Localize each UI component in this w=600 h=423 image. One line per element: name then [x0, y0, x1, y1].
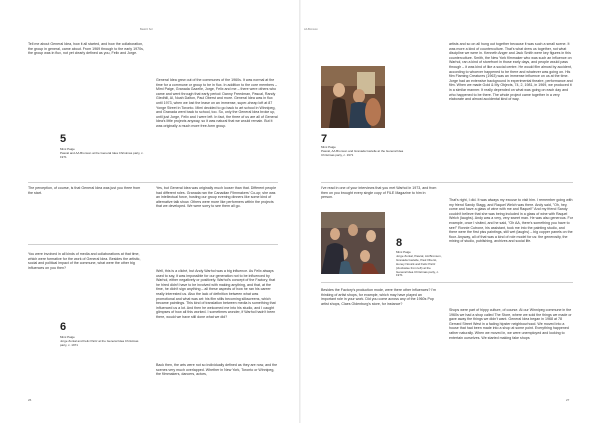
- folio-left: 26: [28, 398, 32, 402]
- answer-block-2: Yes, but General Idea was originally much looser than that. Different people had different roles. Granada ran the Canadian Filmmakers' Co-op; she was an intellectual force, hosting our group evening dinners like some kind of alternative talk show. Others were more like performers within the projects that we developed. We were sorry to see them all go.: [156, 186, 277, 209]
- figure-7-number: 7: [321, 133, 328, 145]
- row-divider-right-2: [321, 282, 573, 283]
- question-right-1: I've read in one of your interviews that you met Warhol in 1973, and from then on you brought every single copy of FILE Magazine to him in person.: [321, 186, 437, 200]
- figure-5-caption: Mimi Paige Pascal and AA Bronson at the General Idea Christmas party, c. 1971: [60, 147, 144, 159]
- figure-8-caption: Mimi Paige Jorge Zontal, Pascal, AA Bronson, Granada Gazelle, Paul Oberst, Honey Novick and Felix Partz (clockwise from left) at the General Idea Christmas party, c. 1971: [396, 250, 442, 278]
- answer-block-3: Well, this is a cliché, but Andy Warhol was a big influence. As Felix always used to say, it was impossible for our generation not to be influenced by Warhol, either negatively or positively. Warhol's concept of the Factory, that he hired didn't have to be involved with making anything, and that, at the time, he didn't sign anything – all these aspects of how he ran his career really interested us. Also the lack of definition between what was promotional and what was art: his film stills becoming silkscreens, which became paintings. This kind of translation between media is something that influenced us a lot. And then he welcomed me into his studio, and I caught glimpses of how all this worked. I sometimes wonder, if Warhol hadn't been there, would we have still done what we did?: [156, 269, 276, 319]
- answer-block-1: General Idea grew out of the communes of the 1960s. It was normal at the time for a commune or group to be in flux. In addition to the core members – Mimi Paige, Granada Gazelle, Jorge, Felix and me – there were others who came and went through that early period: Danny Freedman, Pascal, Randy Gledhill, Al, Noah Dalton, Paul Oberst and more. General Idea was in flux until 1973, when we lost the lease on an immense, super-cheap loft at 87 Yonge Street in Toronto. Mimi decided to go back to art school in Winnipeg, and Granada went back to school, too. So, only the General Idea broke up, until just Jorge, Felix and I were left. In fact, the three of us are all of General Idea's little projects anyway, so it was natural that we would remain. But it was originally a much more free-form group.: [156, 78, 278, 128]
- row-divider-left-1: [28, 182, 278, 183]
- answer-block-right-1: artists and so on all hung out together because it was such a small scene. It was more a kind of counterculture. That's what drew us together, not what discipline we were in.: [449, 42, 570, 56]
- running-head-left: Beatriz Sol: [140, 28, 153, 31]
- answer-block-right-2: Kenneth Anger and Jack Smith were key figures in this counterculture. Smith, the New York filmmaker who was such an influence on Warhol, ran a kind of storefront in those early days, and people would pass through – it was kind of like a social centre. He would film almost by accident, according to whoever happened to be there and whatever was going on. His film Flaming Creatures (1963) was an immense influence on us at the time.: [449, 51, 572, 79]
- figure-5-number: 5: [60, 133, 67, 145]
- answer-block-right-5: Andy was a very, very sweet man. He was also generous. For example, once I visited, and he said, "Oh AA, there's something you have to see!" Ronnie Cutrone, his assistant, took me into the painting studio, and there were the first piss paintings, still wet (laughs) – big copper panels on the floor. Anyway, all of that was a kind of role model for us: the generosity, the mixing of studio, publishing, archives and social life.: [449, 216, 573, 244]
- answer-block-right-6: Shops were part of hippy culture, of course. At our Winnipeg commune in the 1960s we had a shop called The Store, where we sold the things we made or gave away the things we didn't want. General Idea began in 1968 at 78 Gerrard Street West in a fading hipster neighbourhood. We moved into a house that had been made into a shop at some point. Everything happened rather naturally. When we moved in, we were unemployed and looking to entertain ourselves. We started making fake shops: [449, 308, 572, 340]
- answer-block-right-1-2-3: [449, 42, 573, 166]
- answer-block-right-4: That's right, I did. It was always my excuse to visit him. I remember going with my friend Sandy Stagg, and Raquel Welch was there. Andy said, "Oh, hey, come and have a glass of wine with me and Raquel!" And my friend Sandy couldn't believe that she was being included in a glass of wine with Raquel Welch (laughs).: [449, 198, 573, 221]
- answer-block-right-4-5: [449, 198, 573, 268]
- answer-block-right-3: Jorge had an extensive background in experimental theatre, performance and film. When we made Gold & My Objects, 74, 2, 1981, in 1969, we produced it in a similar manner. It really depended on what was going on each day and who happened to be there. The whole project came together in a very elaborate and almost accidental kind of way.: [449, 78, 573, 102]
- question-right-2: Besides the Factory's production mode, were there other influences? I'm thinking of artist shops, for example, which may have played an important role in your work. Did you come across any of the 1960s Pop artist shops, Claes Oldenburg's store, for instance?: [321, 288, 437, 306]
- figure-8-number: 8: [396, 237, 403, 249]
- question-2: The perception, of course, is that General Idea was just you three from the start.: [28, 186, 141, 195]
- photo-figure-8: [321, 212, 385, 274]
- answer-block-4: Back then, the arts were not so individually defined as they are now, and the scenes very much overlapped. Whether in New York, Toronto or Winnipeg, the filmmakers, dancers, actors,: [156, 363, 278, 377]
- question-1: Tell me about General Idea, how it all started, and how the collaboration, the group in general, came about. From 1969 through to the early 1970s, the group was in flux, not yet clearly defined as you, Felix and Jorge.: [28, 42, 144, 56]
- row-divider-right-1: [321, 182, 573, 183]
- question-3: You were involved in all kinds of media and collaborations at that time, which were formative for the work of General Idea. Besides the artistic, social and political impact of the commune, what were the other big influences on you then?: [28, 252, 141, 270]
- figure-6-caption: Mimi Paige Jorge Zontal and Felix Partz at the General Idea Christmas party, c. 1971: [60, 335, 139, 347]
- photo-figure-7: [321, 66, 385, 128]
- gutter: [299, 0, 301, 423]
- row-divider-left-2: [28, 244, 278, 245]
- running-head-right: AA Bronson: [304, 28, 318, 31]
- figure-6-number: 6: [60, 321, 67, 333]
- figure-7-caption: Mimi Paige Pascal, AA Bronson and Granada Gazelle at the General Idea Christmas party, c. 1971: [321, 145, 404, 157]
- folio-right: 27: [566, 398, 570, 402]
